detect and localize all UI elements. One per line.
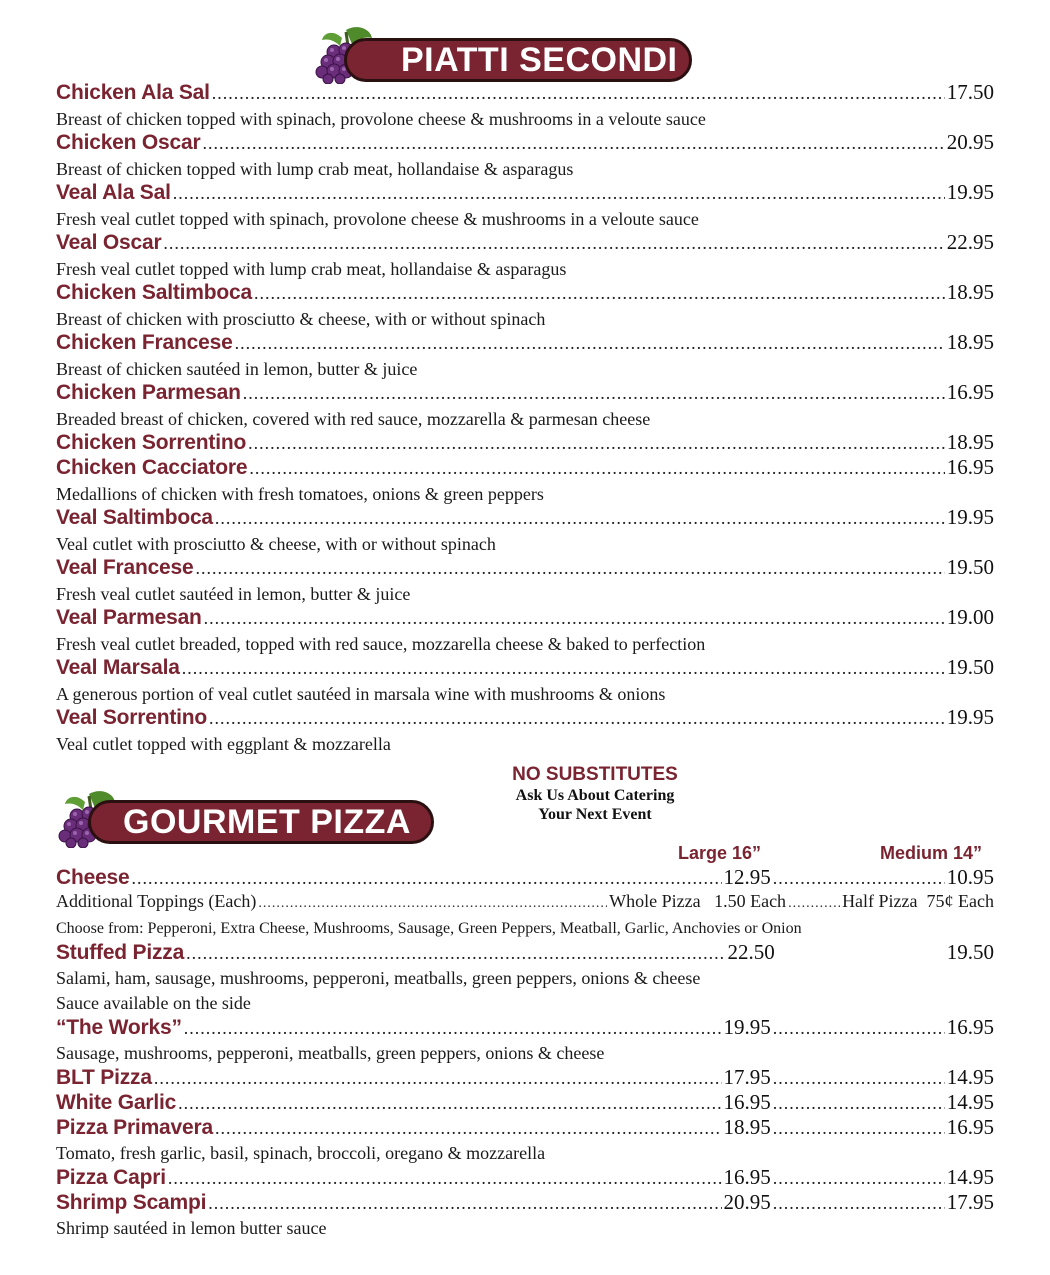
pizza-item [56,865,994,890]
pizza-item [56,1015,994,1040]
item-description: Tomato, fresh garlic, basil, spinach, broccoli, oregano & mozzarella [56,1143,546,1163]
item-price-large: 19.95 [723,1015,771,1039]
item-price: 18.95 [946,330,994,354]
item-price-medium: 14.95 [946,1165,994,1189]
item-description: Fresh veal cutlet breaded, topped with red sauce, mozzarella cheese & baked to perfection [56,634,706,654]
item-price-medium: 19.50 [946,940,994,964]
item-name: “The Works” [56,1016,182,1039]
item-price-medium: 16.95 [946,1015,994,1039]
item-name: Veal Francese [56,556,194,579]
item-description: Breast of chicken sautéed in lemon, butter & juice [56,359,418,379]
item-price: 18.95 [946,430,994,454]
item-name: Chicken Sorrentino [56,431,247,454]
item-price-medium: 14.95 [946,1065,994,1089]
item-price: 16.95 [946,380,994,404]
item-name: Chicken Oscar [56,131,201,154]
item-price-large: 20.95 [723,1190,771,1214]
additional-toppings-row [56,891,994,915]
menu-item [56,455,994,480]
menu-item [56,705,994,730]
item-name: Pizza Capri [56,1166,166,1189]
item-price: 16.95 [946,455,994,479]
section-banner-gourmet-pizza [88,800,434,844]
catering-note-line-2: Your Next Event [538,806,652,823]
item-description: Sausage, mushrooms, pepperoni, meatballs, green peppers, onions & cheese [56,1043,605,1063]
item-description: Veal cutlet with prosciutto & cheese, with or without spinach [56,534,496,554]
item-description: Salami, ham, sausage, mushrooms, pepperoni, meatballs, green peppers, onions & cheese [56,968,701,988]
item-description: Fresh veal cutlet topped with spinach, provolone cheese & mushrooms in a veloute sauce [56,209,699,229]
pizza-item [56,940,994,965]
item-description: Breast of chicken with prosciutto & cheese, with or without spinach [56,309,546,329]
pizza-item [56,1090,994,1115]
menu-item [56,80,994,105]
item-price-large: 12.95 [723,865,771,889]
menu-item [56,280,994,305]
item-description: Breast of chicken topped with lump crab meat, hollandaise & asparagus [56,159,574,179]
menu-item [56,655,994,680]
toppings-half-price: Half Pizza 75¢ Each [842,891,994,911]
item-price: 18.95 [946,280,994,304]
item-name: Chicken Francese [56,331,233,354]
item-price-medium: 14.95 [946,1090,994,1114]
toppings-label: Additional Toppings (Each) [56,891,257,911]
item-description: Sauce available on the side [56,993,251,1013]
pizza-item [56,1165,994,1190]
item-price: 22.95 [946,230,994,254]
column-header-medium: Medium 14” [880,843,983,863]
item-price: 19.00 [946,605,994,629]
item-price: 19.50 [946,555,994,579]
column-header-large: Large 16” [678,843,762,863]
item-description: Shrimp sautéed in lemon butter sauce [56,1218,327,1238]
item-description: Fresh veal cutlet sautéed in lemon, butter & juice [56,584,411,604]
item-price-large: 16.95 [723,1165,771,1189]
item-name: White Garlic [56,1091,177,1114]
item-price-medium: 16.95 [946,1115,994,1139]
item-price: 19.95 [946,505,994,529]
menu-item [56,430,994,455]
item-name: Veal Ala Sal [56,181,171,204]
item-name: Veal Saltimboca [56,506,213,529]
item-name: Veal Sorrentino [56,706,208,729]
menu-item [56,605,994,630]
item-description: Veal cutlet topped with eggplant & mozzarella [56,734,391,754]
toppings-choices: Choose from: Pepperoni, Extra Cheese, Mushrooms, Sausage, Green Peppers, Meatball, Garlic, Anchovies or Onion [56,920,802,937]
pizza-item [56,1065,994,1090]
item-description: Breast of chicken topped with spinach, provolone cheese & mushrooms in a veloute sauce [56,109,706,129]
menu-item [56,330,994,355]
item-price-large: 22.50 [727,940,775,964]
item-name: BLT Pizza [56,1066,152,1089]
menu-item [56,380,994,405]
item-name: Chicken Ala Sal [56,81,210,104]
notice-block [470,764,720,824]
item-description: Breaded breast of chicken, covered with red sauce, mozzarella & parmesan cheese [56,409,651,429]
section-banner-piatti-secondi [344,38,692,82]
menu-item [56,180,994,205]
item-name: Stuffed Pizza [56,941,185,964]
menu-item [56,230,994,255]
item-price-medium: 17.95 [946,1190,994,1214]
item-description: A generous portion of veal cutlet sautéed in marsala wine with mushrooms & onions [56,684,666,704]
section-title: PIATTI SECONDI [401,41,678,79]
menu-item [56,555,994,580]
item-name: Cheese [56,866,130,889]
item-description: Fresh veal cutlet topped with lump crab meat, hollandaise & asparagus [56,259,567,279]
no-substitutes-note: NO SUBSTITUTES [512,764,678,785]
item-price: 19.95 [946,180,994,204]
item-name: Veal Marsala [56,656,180,679]
item-price: 17.50 [946,80,994,104]
item-price-large: 17.95 [723,1065,771,1089]
item-price: 19.95 [946,705,994,729]
item-name: Veal Parmesan [56,606,202,629]
section-title: GOURMET PIZZA [123,803,411,841]
item-price-large: 16.95 [723,1090,771,1114]
item-price-medium: 10.95 [946,865,994,889]
item-name: Chicken Parmesan [56,381,241,404]
pizza-item [56,1190,994,1215]
item-name: Veal Oscar [56,231,162,254]
toppings-whole-price: Whole Pizza 1.50 Each [609,891,787,911]
item-description: Medallions of chicken with fresh tomatoes, onions & green peppers [56,484,544,504]
item-name: Pizza Primavera [56,1116,213,1139]
item-price: 19.50 [946,655,994,679]
item-name: Chicken Cacciatore [56,456,248,479]
item-price: 20.95 [946,130,994,154]
menu-item [56,505,994,530]
item-name: Shrimp Scampi [56,1191,207,1214]
catering-note-line-1: Ask Us About Catering [515,787,675,804]
menu-item [56,130,994,155]
pizza-item [56,1115,994,1140]
item-price-large: 18.95 [723,1115,771,1139]
item-name: Chicken Saltimboca [56,281,252,304]
